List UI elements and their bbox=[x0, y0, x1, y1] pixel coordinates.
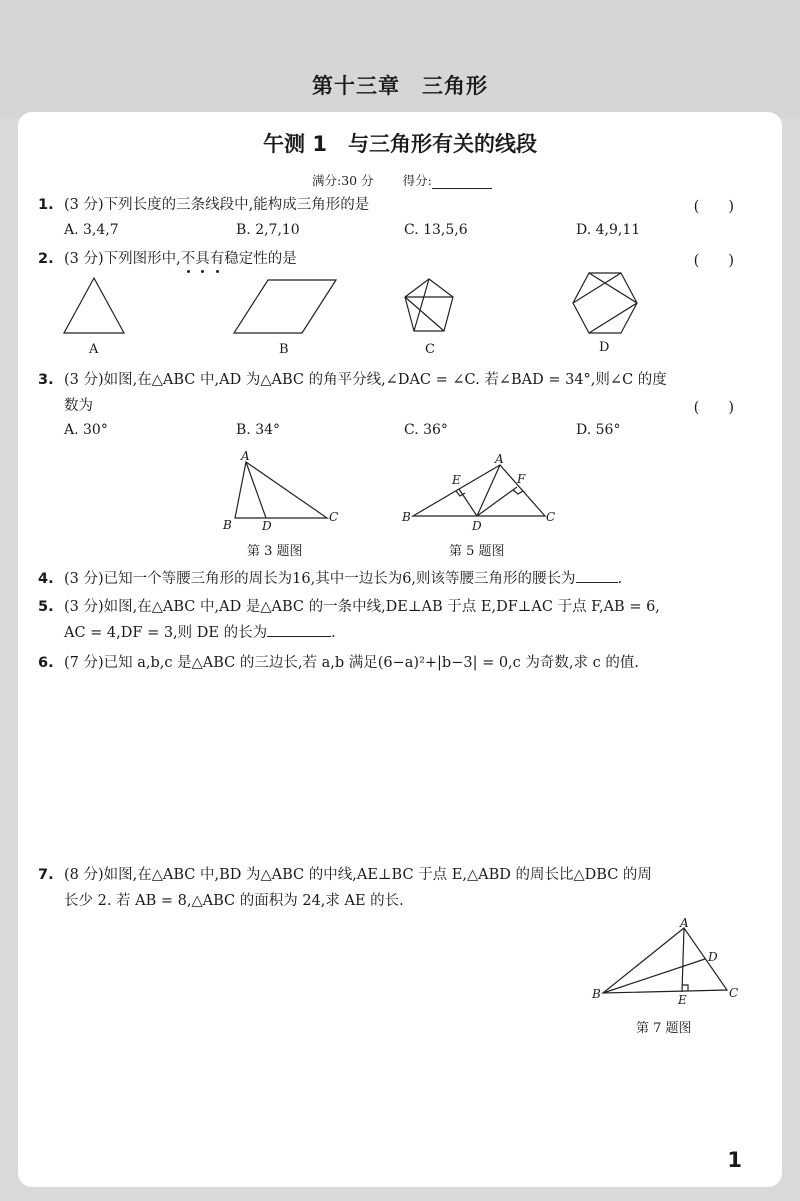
option-a: A. 30° bbox=[64, 422, 108, 438]
page-number: 1 bbox=[727, 1148, 742, 1172]
option-b: B. 2,7,10 bbox=[236, 222, 300, 238]
question-number: 6. bbox=[38, 655, 54, 671]
question-number: 7. bbox=[38, 867, 54, 883]
question-text-line1: (3 分)如图,在△ABC 中,AD 为△ABC 的角平分线,∠DAC = ∠C. 若∠BAD = 34°,则∠C 的度 bbox=[64, 372, 667, 388]
question-3 bbox=[38, 367, 667, 419]
fig5-label-e: E bbox=[452, 473, 461, 487]
fig7-label-d: D bbox=[708, 950, 718, 964]
fig7-label-b: B bbox=[592, 987, 601, 1001]
section-title: 午测 1 与三角形有关的线段 bbox=[263, 132, 537, 156]
question-number: 4. bbox=[38, 571, 54, 587]
emphasis-char: 不 bbox=[180, 251, 196, 267]
emphasis-char: 有 bbox=[209, 251, 225, 267]
answer-paren-2[interactable]: ( ) bbox=[693, 253, 734, 269]
figure-q3 bbox=[235, 462, 327, 518]
question-number: 1. bbox=[38, 197, 54, 213]
answer-blank-5[interactable] bbox=[267, 622, 331, 637]
chapter-title: 第十三章 三角形 bbox=[312, 74, 488, 98]
fig5-label-d: D bbox=[472, 519, 482, 533]
question-end: . bbox=[331, 625, 336, 641]
answer-blank-4[interactable] bbox=[576, 568, 618, 583]
answer-paren-1[interactable]: ( ) bbox=[693, 199, 734, 215]
fig3-label-b: B bbox=[223, 518, 232, 532]
question-5 bbox=[38, 594, 660, 646]
triangle-shape-a bbox=[64, 278, 124, 333]
shape-label-d: D bbox=[599, 340, 610, 355]
shape-label-c: C bbox=[425, 342, 435, 357]
fig7-label-c: C bbox=[729, 986, 739, 1000]
figure-caption-q7: 第 7 题图 bbox=[636, 1021, 692, 1036]
parallelogram-shape-b bbox=[234, 280, 336, 333]
option-b: B. 34° bbox=[236, 422, 281, 438]
question-text-line2: 长少 2. 若 AB = 8,△ABC 的面积为 24,求 AE 的长. bbox=[64, 893, 404, 909]
fig5-label-b: B bbox=[402, 510, 411, 524]
question-text-line2: AC = 4,DF = 3,则 DE 的长为 bbox=[64, 625, 268, 641]
fig5-label-a: A bbox=[495, 452, 504, 466]
option-c: C. 13,5,6 bbox=[404, 222, 468, 238]
question-text-line1: (3 分)如图,在△ABC 中,AD 是△ABC 的一条中线,DE⊥AB 于点 E,DF⊥AC 于点 F,AB = 6, bbox=[64, 599, 660, 615]
question-7 bbox=[38, 862, 652, 914]
full-score: 满分:30 分 bbox=[312, 173, 374, 188]
figure-caption-q5: 第 5 题图 bbox=[449, 544, 505, 559]
fig3-label-a: A bbox=[241, 449, 250, 463]
option-c: C. 36° bbox=[404, 422, 448, 438]
fig3-label-c: C bbox=[329, 510, 339, 524]
question-4 bbox=[38, 566, 622, 592]
question-number: 3. bbox=[38, 372, 54, 388]
pentagon-shape-c bbox=[405, 279, 453, 331]
fig7-label-a: A bbox=[680, 916, 689, 930]
question-text-line1: (8 分)如图,在△ABC 中,BD 为△ABC 的中线,AE⊥BC 于点 E,△ABD 的周长比△DBC 的周 bbox=[64, 867, 652, 883]
question-text-post: 稳定性的是 bbox=[224, 251, 297, 267]
fig5-label-c: C bbox=[546, 510, 556, 524]
question-6 bbox=[38, 650, 639, 676]
shape-label-a: A bbox=[89, 342, 99, 357]
answer-paren-3[interactable]: ( ) bbox=[693, 400, 734, 416]
question-number: 5. bbox=[38, 599, 54, 615]
hexagon-shape-d bbox=[573, 273, 637, 333]
option-d: D. 4,9,11 bbox=[576, 222, 641, 238]
emphasis-char: 具 bbox=[195, 251, 210, 267]
fig7-label-e: E bbox=[678, 993, 687, 1007]
fig3-label-d: D bbox=[262, 519, 272, 533]
question-text: (3 分)下列长度的三条线段中,能构成三角形的是 bbox=[64, 197, 370, 213]
question-text: (7 分)已知 a,b,c 是△ABC 的三边长,若 a,b 满足(6−a)²+|b−3| = 0,c 为奇数,求 c 的值. bbox=[64, 655, 639, 671]
option-a: A. 3,4,7 bbox=[64, 222, 119, 238]
answer-area-6[interactable] bbox=[60, 690, 740, 840]
question-text-line2: 数为 bbox=[64, 398, 93, 414]
score-label: 得分: bbox=[402, 173, 432, 188]
shape-label-b: B bbox=[279, 342, 289, 357]
question-text-pre: (3 分)下列图形中, bbox=[64, 251, 181, 267]
question-number: 2. bbox=[38, 251, 54, 267]
fig5-label-f: F bbox=[517, 472, 526, 486]
option-d: D. 56° bbox=[576, 422, 621, 438]
question-end: . bbox=[617, 571, 623, 587]
figure-caption-q3: 第 3 题图 bbox=[247, 544, 303, 559]
question-text: (3 分)已知一个等腰三角形的周长为16,其中一边长为6,则该等腰三角形的腰长为 bbox=[64, 571, 576, 587]
